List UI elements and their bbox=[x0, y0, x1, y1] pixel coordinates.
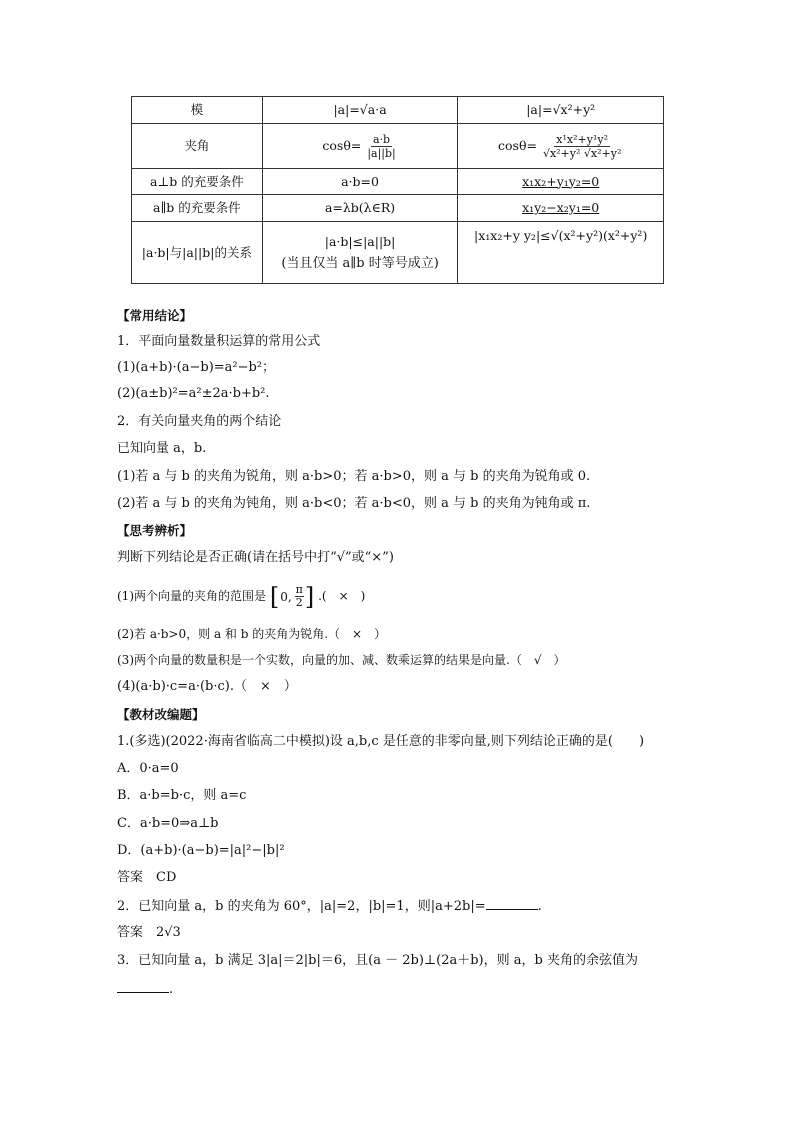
table-row bbox=[132, 124, 664, 169]
denominator: 2 bbox=[295, 596, 303, 609]
table-row bbox=[132, 195, 664, 222]
denominator: |a||b| bbox=[367, 146, 396, 160]
paragraph: 已知向量 a，b. bbox=[117, 441, 207, 456]
vector-formula: |a|=√a·a bbox=[262, 97, 458, 124]
option-a: A．0·a=0 bbox=[117, 761, 179, 776]
fraction bbox=[365, 133, 397, 160]
vector-formula bbox=[262, 222, 458, 284]
row-label: 夹角 bbox=[132, 124, 263, 169]
table-row bbox=[132, 97, 664, 124]
formula-prefix: cosθ= bbox=[322, 137, 362, 153]
row-label: |a·b|与|a||b|的关系 bbox=[132, 222, 263, 284]
coordinate-formula: |x₁x₂+y y₂|≤√(x²+y²)(x²+y²) bbox=[458, 222, 664, 284]
paragraph: 1．平面向量数量积运算的常用公式 bbox=[117, 334, 321, 349]
paragraph: (1)若 a 与 b 的夹角为锐角，则 a·b>0；若 a·b>0，则 a 与 b 的夹角为锐角或 0. bbox=[117, 469, 591, 484]
row-label: 模 bbox=[132, 97, 263, 124]
numerator: π bbox=[295, 583, 303, 596]
answer: 答案 CD bbox=[117, 870, 177, 885]
table-row bbox=[132, 222, 664, 284]
row-label: a∥b 的充要条件 bbox=[132, 195, 263, 222]
coordinate-formula: x₁x₂+y₁y₂=0 bbox=[458, 169, 664, 195]
equality-condition: (当且仅当 a∥b 时等号成立) bbox=[281, 255, 439, 271]
table-row bbox=[132, 169, 664, 195]
paragraph: (2)若 a 与 b 的夹角为钝角，则 a·b<0；若 a·b<0，则 a 与 b 的夹角为钝角或 π. bbox=[117, 496, 591, 511]
vector-formula: a·b=0 bbox=[262, 169, 458, 195]
option-d: D．(a+b)·(a−b)=|a|²−|b|² bbox=[117, 843, 285, 858]
section-heading-common: 【常用结论】 bbox=[117, 308, 193, 323]
judgement-item bbox=[117, 584, 365, 609]
interval-start: 0, bbox=[280, 589, 292, 604]
coordinate-formula: x₁y₂−x₂y₁=0 bbox=[458, 195, 664, 222]
paragraph: 判断下列结论是否正确(请在括号中打“√”或“×”) bbox=[117, 550, 394, 565]
coordinate-formula bbox=[458, 124, 664, 169]
judgement-item: (4)(a·b)·c=a·(b·c).（ × ） bbox=[117, 679, 297, 694]
right-bracket: ] bbox=[304, 582, 315, 611]
answer: 答案 2√3 bbox=[117, 925, 181, 940]
inequality: |a·b|≤|a||b| bbox=[324, 233, 396, 249]
left-bracket: [ bbox=[269, 582, 280, 611]
question: 1.(多选)(2022·海南省临高二中模拟)设 a,b,c 是任意的非零向量,则下列结论正确的是( ) bbox=[117, 734, 645, 749]
row-label: a⊥b 的充要条件 bbox=[132, 169, 263, 195]
question: 3．已知向量 a，b 满足 3|a|＝2|b|＝6，且(a － 2b)⊥(2a＋b)，则 a，b 夹角的余弦值为 bbox=[117, 953, 638, 968]
judgement-item: (3)两个向量的数量积是一个实数，向量的加、减、数乘运算的结果是向量.（ √ ） bbox=[117, 653, 566, 667]
numerator: a·b bbox=[372, 132, 391, 146]
option-c: C．a·b=0⇒a⊥b bbox=[117, 816, 219, 831]
section-heading-textbook: 【教材改编题】 bbox=[117, 707, 205, 722]
judgement-item: (2)若 a·b>0，则 a 和 b 的夹角为锐角.（ × ） bbox=[117, 627, 387, 641]
fraction bbox=[541, 133, 623, 160]
fraction bbox=[295, 584, 304, 609]
question bbox=[117, 897, 542, 916]
question-end: . bbox=[537, 899, 542, 914]
question-blank-line bbox=[117, 980, 173, 999]
vector-property-table bbox=[131, 96, 664, 284]
option-b: B．a·b=b·c，则 a=c bbox=[117, 788, 247, 803]
answer-blank bbox=[486, 897, 538, 910]
numerator: x¹x²+y¹y² bbox=[556, 132, 608, 146]
question-text: 2．已知向量 a，b 的夹角为 60°，|a|=2，|b|=1，则|a+2b|= bbox=[117, 899, 486, 914]
denominator: √x²+y² √x²+y² bbox=[542, 146, 622, 160]
item-answer: .( × ) bbox=[318, 589, 366, 603]
interval-content bbox=[280, 584, 304, 609]
paragraph: 2．有关向量夹角的两个结论 bbox=[117, 414, 282, 429]
vector-formula bbox=[262, 124, 458, 169]
question-end: . bbox=[169, 982, 174, 997]
vector-formula: a=λb(λ∈R) bbox=[262, 195, 458, 222]
answer-blank bbox=[117, 980, 169, 993]
item-text: (1)两个向量的夹角的范围是 bbox=[117, 589, 266, 603]
interval-bracket bbox=[270, 584, 314, 609]
coordinate-formula: |a|=√x²+y² bbox=[458, 97, 664, 124]
section-heading-think: 【思考辨析】 bbox=[117, 523, 193, 538]
paragraph: (2)(a±b)²=a²±2a·b+b². bbox=[117, 386, 270, 401]
formula-prefix: cosθ= bbox=[498, 137, 537, 153]
paragraph: (1)(a+b)·(a−b)=a²−b²； bbox=[117, 360, 276, 375]
